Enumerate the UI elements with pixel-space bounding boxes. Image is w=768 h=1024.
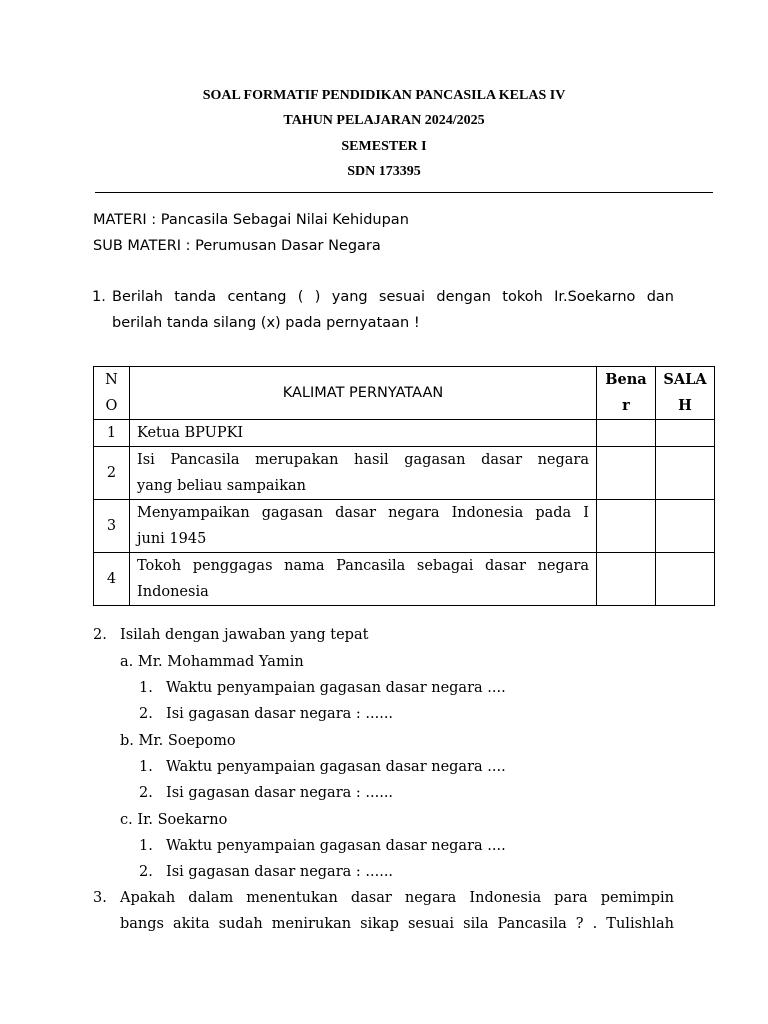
statement-table	[93, 366, 715, 606]
academic-year: TAHUN PELAJARAN 2024/2025	[283, 113, 485, 128]
q2-b-item-number: 1.	[139, 759, 153, 775]
q1-instruction-line2: berilah tanda silang (x) pada pernyataan !	[112, 315, 420, 331]
q2-c-item-number: 2.	[139, 864, 153, 880]
q3-number: 3.	[93, 890, 107, 906]
row-statement: Isi Pancasila merupakan hasil gagasan dasar negara yang beliau sampaikan	[130, 447, 597, 500]
table-row	[94, 447, 715, 500]
q2-number: 2.	[93, 627, 107, 643]
q2-c-item-text: Waktu penyampaian gagasan dasar negara ....	[166, 838, 506, 854]
col-header-no: N O	[94, 367, 130, 420]
row-number: 4	[94, 553, 130, 606]
benar-checkbox-cell[interactable]	[597, 553, 656, 606]
row-statement: Menyampaikan gagasan dasar negara Indonesia pada I juni 1945	[130, 500, 597, 553]
sub-materi-line: SUB MATERI : Perumusan Dasar Negara	[93, 238, 381, 254]
q2-part-a: a. Mr. Mohammad Yamin	[120, 654, 304, 670]
semester: SEMESTER I	[341, 139, 427, 154]
q3-question-line1: Apakah dalam menentukan dasar negara Indonesia para pemimpin	[120, 890, 674, 906]
q2-b-item-number: 2.	[139, 785, 153, 801]
header-divider	[95, 192, 713, 193]
col-header-benar: Bena r	[597, 367, 656, 420]
benar-checkbox-cell[interactable]	[597, 500, 656, 553]
q2-b-item-text: Waktu penyampaian gagasan dasar negara ....	[166, 759, 506, 775]
salah-checkbox-cell[interactable]	[656, 447, 715, 500]
q2-part-c: c. Ir. Soekarno	[120, 812, 228, 828]
q2-a-item-number: 1.	[139, 680, 153, 696]
q2-a-item-text: Waktu penyampaian gagasan dasar negara ....	[166, 680, 506, 696]
benar-checkbox-cell[interactable]	[597, 420, 656, 447]
materi-line: MATERI : Pancasila Sebagai Nilai Kehidupan	[93, 212, 409, 228]
table-row	[94, 553, 715, 606]
table-row	[94, 420, 715, 447]
q2-part-b: b. Mr. Soepomo	[120, 733, 236, 749]
doc-title: SOAL FORMATIF PENDIDIKAN PANCASILA KELAS IV	[202, 88, 566, 103]
col-header-statement: KALIMAT PERNYATAAN	[130, 367, 597, 420]
row-number: 3	[94, 500, 130, 553]
q2-c-item-number: 1.	[139, 838, 153, 854]
row-statement: Ketua BPUPKI	[130, 420, 597, 447]
q2-instruction: Isilah dengan jawaban yang tepat	[120, 627, 369, 643]
q2-b-item-text: Isi gagasan dasar negara : ......	[166, 785, 394, 801]
school-name: SDN 173395	[347, 164, 421, 179]
col-header-salah: SALA H	[656, 367, 715, 420]
q1-instruction-line1: Berilah tanda centang ( ) yang sesuai dengan tokoh Ir.Soekarno dan	[112, 289, 674, 305]
q1-number: 1.	[92, 289, 106, 305]
table-row	[94, 500, 715, 553]
row-number: 2	[94, 447, 130, 500]
q3-question-line2: bangs akita sudah menirukan sikap sesuai sila Pancasila ? . Tulishlah	[120, 916, 674, 932]
salah-checkbox-cell[interactable]	[656, 553, 715, 606]
q2-a-item-number: 2.	[139, 706, 153, 722]
q2-c-item-text: Isi gagasan dasar negara : ......	[166, 864, 394, 880]
salah-checkbox-cell[interactable]	[656, 500, 715, 553]
row-statement: Tokoh penggagas nama Pancasila sebagai dasar negara Indonesia	[130, 553, 597, 606]
salah-checkbox-cell[interactable]	[656, 420, 715, 447]
benar-checkbox-cell[interactable]	[597, 447, 656, 500]
q2-a-item-text: Isi gagasan dasar negara : ......	[166, 706, 394, 722]
table-header-row	[94, 367, 715, 420]
row-number: 1	[94, 420, 130, 447]
